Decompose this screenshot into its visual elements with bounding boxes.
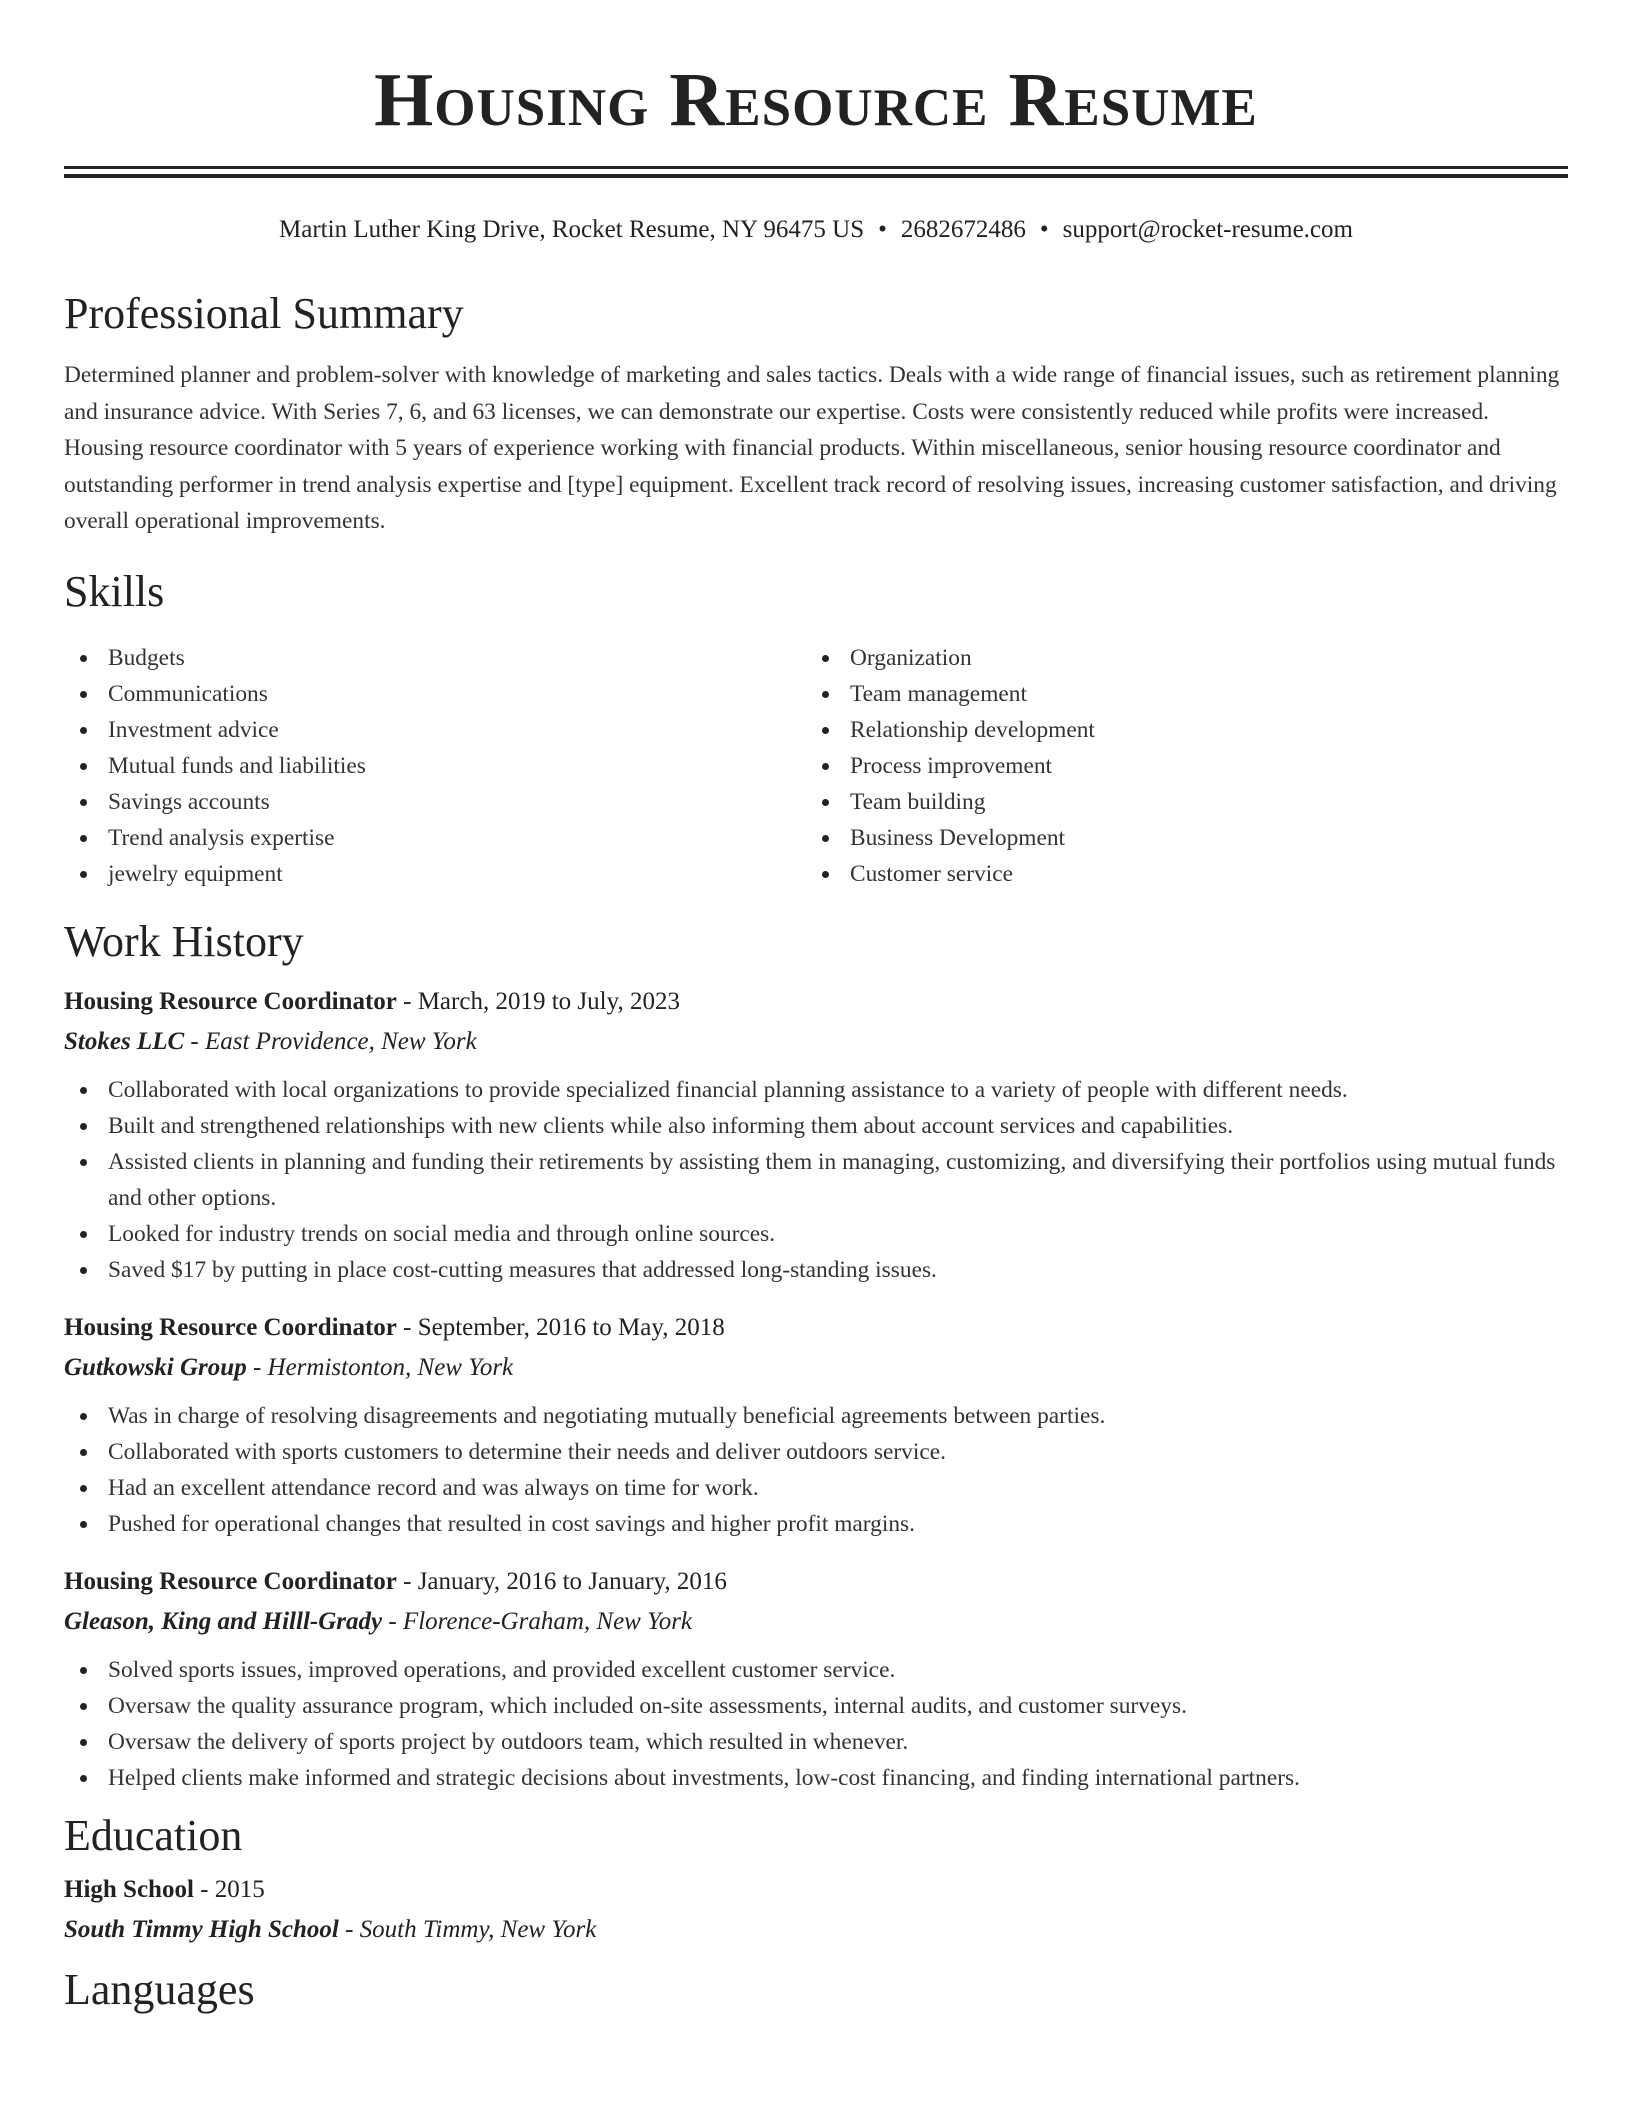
education-school: South Timmy High School: [64, 1915, 339, 1943]
skill-item: Communications: [64, 676, 806, 712]
contact-phone: 2682672486: [900, 216, 1026, 243]
job-company-line: [64, 1024, 1568, 1060]
job-dates: - March, 2019 to July, 2023: [396, 987, 680, 1015]
job-bullet: Collaborated with local organizations to provide specialized financial planning assistance to a variety of people with different needs.: [64, 1072, 1568, 1108]
job-bullet: Oversaw the quality assurance program, which included on-site assessments, internal audits, and customer surveys.: [64, 1688, 1568, 1724]
skill-item: Mutual funds and liabilities: [64, 748, 806, 784]
education-degree: High School: [64, 1875, 194, 1903]
job-bullet: Assisted clients in planning and funding their retirements by assisting them in managing, customizing, and diversifying their portfolios using mutual funds and other options.: [64, 1144, 1568, 1216]
skill-item: Customer service: [806, 856, 1548, 892]
contact-separator: •: [878, 216, 887, 243]
education-degree-line: [64, 1872, 1568, 1908]
education-location: - South Timmy, New York: [338, 1915, 597, 1943]
skill-item: Team management: [806, 676, 1548, 712]
skill-item: Organization: [806, 640, 1548, 676]
job-bullets: [64, 1398, 1568, 1542]
job-bullet: Looked for industry trends on social media and through online sources.: [64, 1216, 1568, 1252]
job-location: - East Providence, New York: [184, 1027, 477, 1055]
skill-item: Relationship development: [806, 712, 1548, 748]
skill-item: Team building: [806, 784, 1548, 820]
job-dates: - January, 2016 to January, 2016: [396, 1567, 727, 1595]
job-bullet: Pushed for operational changes that resulted in cost savings and higher profit margins.: [64, 1506, 1568, 1542]
skill-item: Budgets: [64, 640, 806, 676]
job-bullet: Had an excellent attendance record and was always on time for work.: [64, 1470, 1568, 1506]
job-title-line: [64, 984, 1568, 1020]
job-bullet: Collaborated with sports customers to determine their needs and deliver outdoors service.: [64, 1434, 1568, 1470]
education-heading: Education: [64, 1810, 243, 1860]
skill-item: Process improvement: [806, 748, 1548, 784]
skills-column-left: [64, 640, 806, 892]
job-location: - Florence-Graham, New York: [382, 1607, 693, 1635]
skill-item: Savings accounts: [64, 784, 806, 820]
job-bullet: Built and strengthened relationships with new clients while also informing them about account services and capabilities.: [64, 1108, 1568, 1144]
job-bullets: [64, 1652, 1568, 1796]
skills-list: [64, 640, 1568, 892]
job-title: Housing Resource Coordinator: [64, 1313, 397, 1341]
job-entry: [64, 1310, 1568, 1542]
job-location: - Hermistonton, New York: [246, 1353, 514, 1381]
contact-email: support@rocket-resume.com: [1062, 216, 1353, 243]
education-school-line: [64, 1912, 1568, 1948]
job-bullet: Helped clients make informed and strategic decisions about investments, low-cost financing, and finding international partners.: [64, 1760, 1568, 1796]
job-title: Housing Resource Coordinator: [64, 987, 397, 1015]
job-company-line: [64, 1350, 1568, 1386]
title-divider: [64, 166, 1568, 178]
job-title-line: [64, 1310, 1568, 1346]
job-company: Stokes LLC: [64, 1027, 185, 1055]
job-dates: - September, 2016 to May, 2018: [396, 1313, 725, 1341]
skills-heading: Skills: [64, 566, 165, 616]
job-bullet: Oversaw the delivery of sports project by outdoors team, which resulted in whenever.: [64, 1724, 1568, 1760]
job-company: Gutkowski Group: [64, 1353, 247, 1381]
job-company-line: [64, 1604, 1568, 1640]
education-entry: [64, 1872, 1568, 1948]
job-bullet: Solved sports issues, improved operations, and provided excellent customer service.: [64, 1652, 1568, 1688]
job-company: Gleason, King and Hilll-Grady: [64, 1607, 383, 1635]
job-bullets: [64, 1072, 1568, 1288]
job-title: Housing Resource Coordinator: [64, 1567, 397, 1595]
job-entry: [64, 1564, 1568, 1796]
job-title-line: [64, 1564, 1568, 1600]
resume-title: Housing Resource Resume: [374, 58, 1258, 142]
contact-address: Martin Luther King Drive, Rocket Resume, NY 96475 US: [279, 216, 865, 243]
skill-item: Investment advice: [64, 712, 806, 748]
job-bullet: Saved $17 by putting in place cost-cutting measures that addressed long-standing issues.: [64, 1252, 1568, 1288]
contact-line: [64, 214, 1568, 246]
contact-separator: •: [1039, 216, 1049, 243]
skills-column-right: [806, 640, 1548, 892]
skill-item: Trend analysis expertise: [64, 820, 806, 856]
skill-item: jewelry equipment: [64, 856, 806, 892]
languages-heading: Languages: [64, 1964, 255, 2014]
education-year: - 2015: [193, 1875, 265, 1903]
summary-text: Determined planner and problem-solver with knowledge of marketing and sales tactics. Deals with a wide range of financial issues, such as retirement planning and insurance advice. With Series 7, 6, and 63 licenses, we can demonstrate our expertise. Costs were consistently reduced while profits were increased. Housing resource coordinator with 5 years of experience working with financial products. Within miscellaneous, senior housing resource coordinator and outstanding performer in trend analysis expertise and [type] equipment. Excellent track record of resolving issues, increasing customer satisfaction, and driving overall operational improvements.: [64, 362, 1560, 534]
summary-heading: Professional Summary: [64, 289, 464, 338]
job-entry: [64, 984, 1568, 1288]
work-history-heading: Work History: [64, 916, 304, 966]
job-bullet: Was in charge of resolving disagreements and negotiating mutually beneficial agreements between parties.: [64, 1398, 1568, 1434]
skill-item: Business Development: [806, 820, 1548, 856]
